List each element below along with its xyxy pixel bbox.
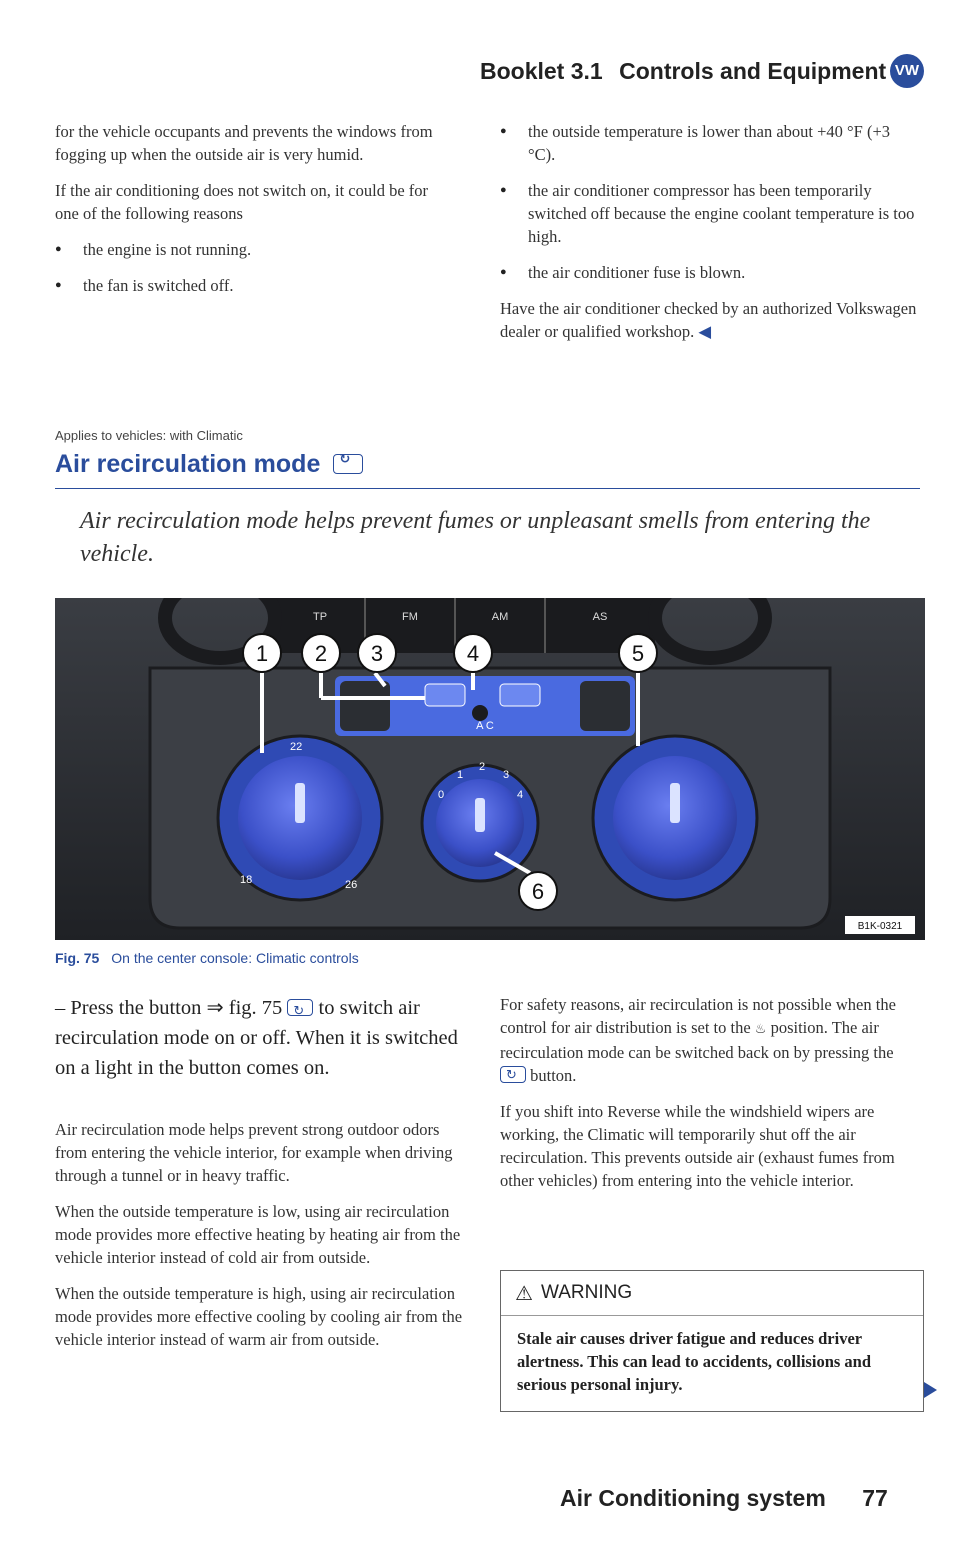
section-label: Controls and Equipment xyxy=(619,58,887,84)
temp-mid-label: 22 xyxy=(290,741,303,753)
callout-1 xyxy=(243,634,281,672)
paragraph-text: Have the air conditioner checked by an authorized Volkswagen dealer or qualified workshop. xyxy=(500,299,917,341)
page-number: 77 xyxy=(862,1485,888,1511)
recirculation-button-icon xyxy=(500,1066,526,1083)
paragraph: for the vehicle occupants and prevents the windows from fogging up when the outside air is very humid. xyxy=(55,122,433,164)
paragraph: Air recirculation mode helps prevent strong outdoor odors from entering the vehicle interior, for example when driving through a tunnel or in heavy traffic. xyxy=(55,1120,453,1185)
booklet-label: Booklet 3.1 xyxy=(480,58,603,84)
figure-code: B1K-0321 xyxy=(857,921,903,932)
fan-label-2: 2 xyxy=(479,761,486,773)
svg-text:1: 1 xyxy=(255,641,269,666)
bullet-item: ● the air conditioner compressor has been temporarily switched off because the engine coolant temperature is too high. xyxy=(500,179,920,248)
paragraph xyxy=(500,993,920,1087)
figure-caption-text: On the center console: Climatic controls xyxy=(111,950,359,966)
svg-text:3: 3 xyxy=(370,641,384,666)
page-header xyxy=(480,58,886,85)
continue-arrow-icon xyxy=(924,1382,937,1398)
callout-2 xyxy=(302,634,340,672)
callout-5 xyxy=(619,634,657,672)
instruction-text-a: – Press the button ⇒ fig. 75 xyxy=(55,997,283,1019)
end-marker-icon: ◀ xyxy=(698,322,712,341)
callout-4 xyxy=(454,634,492,672)
instruction xyxy=(55,993,465,1083)
radio-label-am: AM xyxy=(491,611,509,623)
radio-label-fm: FM xyxy=(402,611,418,623)
warning-text: Stale air causes driver fatigue and reduces driver alertness. This can lead to accidents, collisions and serious personal injury. xyxy=(517,1329,872,1394)
fan-label-0: 0 xyxy=(438,789,445,801)
svg-text:5: 5 xyxy=(631,641,645,666)
footer-chapter: Air Conditioning system xyxy=(560,1485,826,1511)
climatic-panel-svg xyxy=(55,598,925,940)
bullet-item: ● the engine is not running. xyxy=(55,238,450,261)
section-intro: Air recirculation mode helps prevent fumes or unpleasant smells from entering the vehicle. xyxy=(80,508,871,567)
svg-text:4: 4 xyxy=(466,641,480,666)
radio-label-tp: TP xyxy=(312,611,328,623)
paragraph: If you shift into Reverse while the windshield wipers are working, the Climatic will temporarily shut off the air recirculation. This prevents outside air (exhaust fumes from other vehicles) from entering into the vehicle interior. xyxy=(500,1102,895,1190)
figure-caption xyxy=(55,950,359,966)
paragraph-text: button. xyxy=(530,1066,577,1085)
svg-text:2: 2 xyxy=(314,641,328,666)
warning-icon: ⚠ xyxy=(515,1281,533,1305)
section-title-text: Air recirculation mode xyxy=(55,450,321,478)
recirculation-icon xyxy=(333,454,363,474)
temp-low-label: 18 xyxy=(240,874,253,886)
fan-label-4: 4 xyxy=(517,789,524,801)
windshield-defrost-icon: ♨ xyxy=(754,1022,767,1037)
paragraph-text: For safety reasons, air recirculation is not possible when the control for air distribution is set to the xyxy=(500,995,896,1037)
paragraph xyxy=(500,297,920,343)
warning-header xyxy=(501,1271,923,1316)
bullet-item: ● the outside temperature is lower than about +40 °F (+3 °C). xyxy=(500,120,920,166)
page-footer xyxy=(560,1485,888,1512)
paragraph-text: position. The air recirculation mode can be switched back on by pressing the xyxy=(500,1018,894,1062)
callout-6 xyxy=(519,872,557,910)
section-rule xyxy=(55,488,920,489)
paragraph: If the air conditioning does not switch on, it could be for one of the following reasons xyxy=(55,181,429,223)
warning-box xyxy=(500,1270,924,1412)
section-title xyxy=(55,450,363,479)
applies-to: Applies to vehicles: with Climatic xyxy=(55,428,243,443)
right-body-column xyxy=(500,993,920,1205)
fan-label-3: 3 xyxy=(503,769,510,781)
radio-label-as: AS xyxy=(592,611,608,623)
right-top-column xyxy=(500,120,920,356)
warning-title: WARNING xyxy=(541,1282,633,1303)
left-body-column xyxy=(55,1118,465,1364)
paragraph: When the outside temperature is high, using air recirculation mode provides more effective cooling by cooling air from the vehicle interior instead of warm air from outside. xyxy=(55,1284,463,1349)
bullet-item: ● the fan is switched off. xyxy=(55,274,450,297)
figure-number: Fig. 75 xyxy=(55,950,100,966)
temp-high-label: 26 xyxy=(345,879,358,891)
recirculation-button-icon xyxy=(287,999,313,1016)
vw-logo-icon: VW xyxy=(890,54,924,88)
bullet-item: ● the air conditioner fuse is blown. xyxy=(500,261,920,284)
climatic-figure xyxy=(55,598,925,940)
instruction-text-b: to switch air recirculation mode on or off. When it is switched on a light in the button comes on. xyxy=(55,997,458,1079)
ac-label: A C xyxy=(476,720,494,732)
paragraph: When the outside temperature is low, using air recirculation mode provides more effective heating by heating air from the vehicle interior instead of cold air from outside. xyxy=(55,1202,461,1267)
fan-label-1: 1 xyxy=(457,769,464,781)
svg-text:6: 6 xyxy=(531,879,545,904)
left-top-column xyxy=(55,120,450,310)
callout-3 xyxy=(358,634,396,672)
